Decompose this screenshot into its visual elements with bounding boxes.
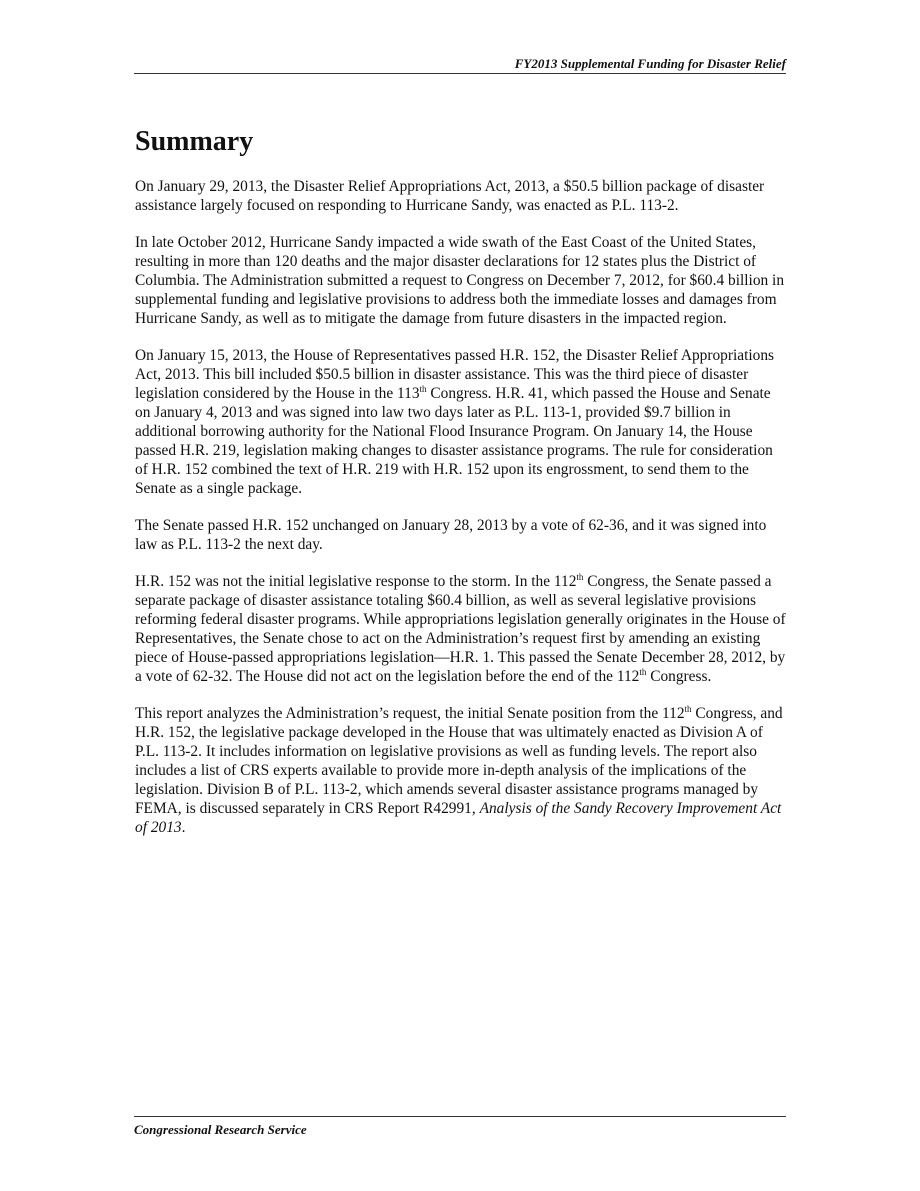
ordinal-superscript: th: [419, 384, 427, 394]
running-header: [134, 55, 786, 74]
paragraph-2: In late October 2012, Hurricane Sandy impacted a wide swath of the East Coast of the United States, resulting in more than 120 deaths and the major disaster declarations for 12 states plus the District of Columbia. The Administration submitted a request to Congress on December 7, 2012, for $60.4 billion in supplemental funding and legislative provisions to address both the immediate losses and damages from Hurricane Sandy, as well as to mitigate the damage from future disasters in the impacted region.: [135, 234, 785, 327]
paragraph-5: H.R. 152 was not the initial legislative response to the storm. In the 112th Congress, the Senate passed a separate package of disaster assistance totaling $60.4 billion, as well as several legislative provisions reforming federal disaster programs. While appropriations legislation generally originates in the House of Representatives, the Senate chose to act on the Administration’s request first by amending an existing piece of House-passed appropriations legislation—H.R. 1. This passed the Senate December 28, 2012, by a vote of 62-32. The House did not act on the legislation before the end of the 112th Congress.: [135, 572, 786, 685]
paragraph-4: The Senate passed H.R. 152 unchanged on January 28, 2013 by a vote of 62-36, and it was signed into law as P.L. 113-2 the next day.: [135, 517, 767, 553]
report-title-citation: Analysis of the Sandy Recovery Improvement Act of 2013: [135, 800, 782, 836]
page-footer: [134, 1116, 786, 1138]
paragraph-3: On January 15, 2013, the House of Representatives passed H.R. 152, the Disaster Relief Appropriations Act, 2013. This bill included $50.5 billion in disaster assistance. This was the third piece of disaster legislation considered by the House in the 113th Congress. H.R. 41, which passed the House and Senate on January 4, 2013 and was signed into law two days later as P.L. 113-1, provided $9.7 billion in additional borrowing authority for the National Flood Insurance Program. On January 14, the House passed H.R. 219, legislation making changes to disaster assistance programs. The rule for consideration of H.R. 152 combined the text of H.R. 219 with H.R. 152 upon its engrossment, to send them to the Senate as a single package.: [135, 347, 775, 497]
section-title: Summary: [135, 126, 254, 157]
running-header-title: FY2013 Supplemental Funding for Disaster Relief: [514, 56, 786, 71]
summary-body: [135, 177, 787, 855]
paragraph-6: This report analyzes the Administration’s request, the initial Senate position from the 112th Congress, and H.R. 152, the legislative package developed in the House that was ultimately enacted as Division A of P.L. 113-2. It includes information on legislative provisions as well as funding levels. The report also includes a list of CRS experts available to provide more in-depth analysis of the implications of the legislation. Division B of P.L. 113-2, which amends several disaster assistance programs managed by FEMA, is discussed separately in CRS Report R42991, Analysis of the Sandy Recovery Improvement Act of 2013.: [135, 704, 783, 836]
paragraph-1: On January 29, 2013, the Disaster Relief Appropriations Act, 2013, a $50.5 billion package of disaster assistance largely focused on responding to Hurricane Sandy, was enacted as P.L. 113-2.: [135, 178, 765, 214]
ordinal-superscript: th: [639, 667, 647, 677]
ordinal-superscript: th: [684, 704, 692, 714]
footer-publisher: Congressional Research Service: [134, 1122, 307, 1137]
ordinal-superscript: th: [576, 572, 584, 582]
